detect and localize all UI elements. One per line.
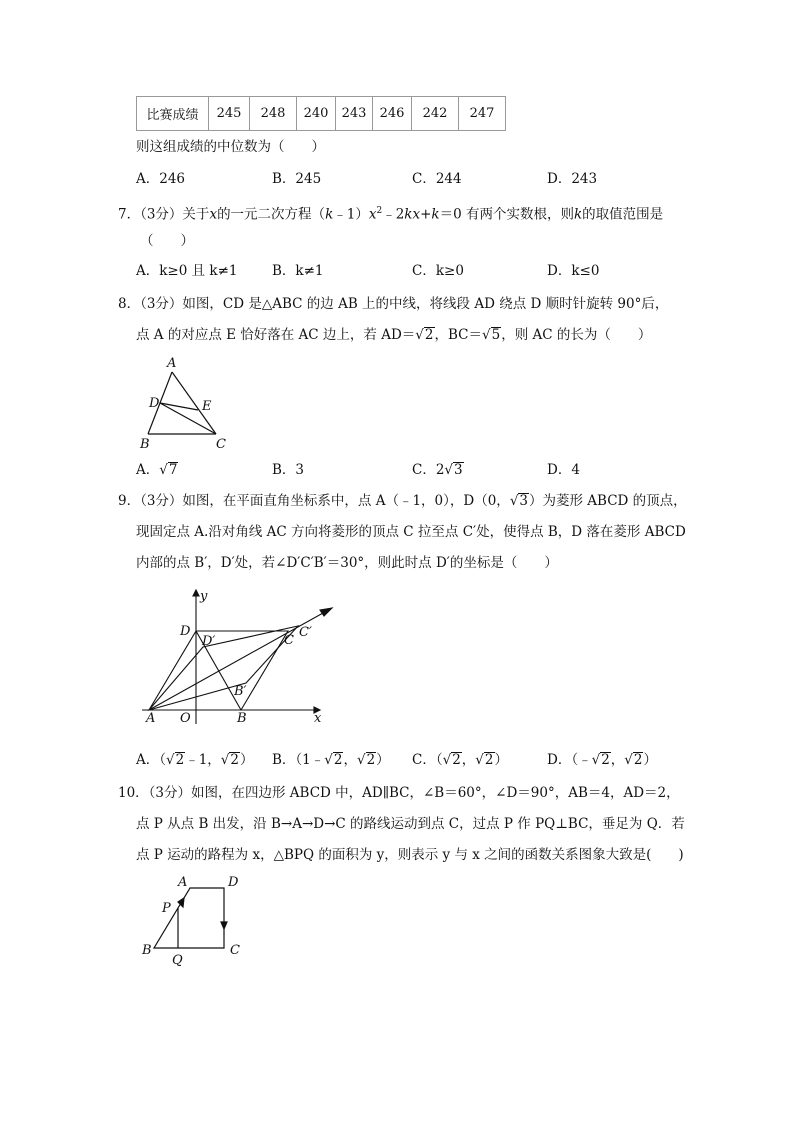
- label-a: A: [146, 711, 156, 726]
- q10-line2: 点 P 从点 B 出发，沿 B→A→D→C 的路线运动到点 C，过点 P 作 PQ⊥BC，垂足为 Q．若: [136, 816, 685, 832]
- q7-paren: （ ）: [140, 233, 194, 249]
- label-b-prime: B′: [234, 684, 247, 699]
- direction-arrow: [320, 608, 332, 616]
- q8-triangle-figure: [136, 352, 236, 452]
- label-b: B: [140, 437, 150, 452]
- score-cell: 242: [412, 97, 459, 131]
- label-d: D: [228, 875, 239, 890]
- score-table: [136, 96, 506, 131]
- label-d: D: [180, 624, 191, 639]
- y-axis-arrow: [193, 590, 199, 596]
- label-o: O: [180, 711, 191, 726]
- q8-option-b: B．3: [272, 462, 305, 478]
- path-arrow-dc: [221, 922, 227, 929]
- q9-line2: 现固定点 A.沿对角线 AC 方向将菱形的顶点 C 拉至点 C′处，使得点 B，D 落在菱形 ABCD: [136, 524, 686, 540]
- q8-line2: 点 A 的对应点 E 恰好落在 AC 边上，若 AD＝√2，BC＝√5，则 AC 的长为（ ）: [136, 327, 652, 343]
- q9-line3: 内部的点 B′，D′处，若∠D′C′B′＝30°，则此时点 D′的坐标是（ ）: [136, 555, 558, 571]
- label-c-prime: C′: [299, 625, 312, 640]
- q10-quadrilateral-figure: [136, 872, 246, 972]
- q7-option-b: B．k≠1: [272, 263, 324, 279]
- score-cell: 245: [209, 97, 250, 131]
- label-c: C: [230, 943, 240, 958]
- score-cell: 247: [459, 97, 506, 131]
- label-a: A: [178, 875, 188, 890]
- q6-option-a: A．246: [136, 171, 186, 187]
- q7-option-c: C．k≥0: [412, 263, 464, 279]
- score-cell: 240: [297, 97, 336, 131]
- label-a: A: [167, 356, 177, 371]
- label-x: x: [314, 711, 322, 726]
- q9-line1: 9．（3分）如图，在平面直角坐标系中，点 A（﹣1，0），D（0，√3）为菱形 ABCD 的顶点，: [118, 493, 687, 509]
- q9-option-b: B．（1﹣√2，√2）: [272, 752, 390, 768]
- q6-option-b: B．245: [272, 171, 322, 187]
- score-cell: 248: [250, 97, 297, 131]
- label-d: D: [149, 396, 160, 411]
- label-p: P: [162, 901, 171, 916]
- q8-line1: 8．（3分）如图，CD 是△ABC 的边 AB 上的中线，将线段 AD 绕点 D 顺时针旋转 90°后，: [118, 296, 669, 312]
- q9-option-a: A．（√2﹣1，√2）: [136, 752, 254, 768]
- q10-line3: 点 P 运动的路程为 x，△BPQ 的面积为 y，则表示 y 与 x 之间的函数关系图象大致是( ): [136, 847, 684, 863]
- q9-option-d: D．（﹣√2，√2）: [547, 752, 657, 768]
- q10-line1: 10．（3分）如图，在四边形 ABCD 中，AD∥BC，∠B＝60°，∠D＝90°，AB＝4，AD＝2，: [118, 785, 680, 801]
- label-b: B: [237, 711, 247, 726]
- quadrilateral-abcd: [154, 888, 224, 948]
- label-b: B: [142, 943, 152, 958]
- q7-stem: 7．（3分）关于x的一元二次方程$(k﹣1)x^2﹣2kx+k=0$ 有两个实数根，则k的取值范围是: [118, 206, 664, 223]
- q7-option-a: A．k≥0 且 k≠1: [136, 263, 238, 279]
- q8-option-d: D．4: [547, 462, 580, 478]
- q6-stem: 则这组成绩的中位数为（ ）: [136, 139, 325, 155]
- q8-option-c: C．2√3: [412, 462, 463, 478]
- score-cell: 246: [373, 97, 412, 131]
- label-e: E: [202, 399, 212, 414]
- q7-option-d: D．k≤0: [547, 263, 600, 279]
- label-y: y: [200, 589, 208, 604]
- label-d-prime: D′: [202, 634, 216, 649]
- q6-option-d: D．243: [547, 171, 598, 187]
- q8-option-a: A．√7: [136, 462, 178, 478]
- q6-option-c: C．244: [412, 171, 462, 187]
- q9-coordinate-figure: [136, 584, 346, 728]
- score-table-header: 比赛成绩: [137, 97, 209, 131]
- label-c: C: [216, 437, 226, 452]
- q9-option-c: C．（√2，√2）: [412, 752, 508, 768]
- label-c: C: [284, 633, 294, 648]
- label-q: Q: [172, 953, 183, 968]
- score-cell: 243: [336, 97, 373, 131]
